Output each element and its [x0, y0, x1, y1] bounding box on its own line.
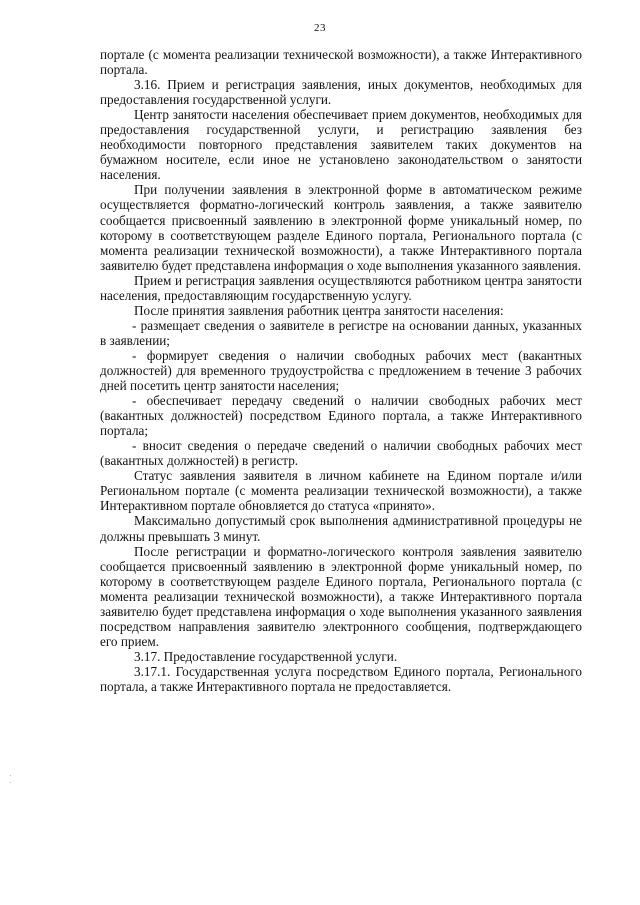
paragraph: Центр занятости населения обеспечивает прием документов, необходимых для предоставления государственной услуги, и регистрацию заявления без необходимости повторного представления заявителем таких документов на бумажном носителе, если иное не установлено законодательством о занятости населения.: [100, 107, 582, 183]
list-item: - размещает сведения о заявителе в регистре на основании данных, указанных в заявлении;: [100, 317, 582, 348]
list-item: - вносит сведения о передаче сведений о наличии свободных рабочих мест (вакантных должностей) в регистр.: [100, 438, 582, 469]
paragraph: Статус заявления заявителя в личном кабинете на Едином портале и/или Региональном портале (с момента реализации технической возможности), а также Интерактивном портале обновляется до статуса «принято».: [100, 468, 582, 514]
section-heading-3-16: 3.16. Прием и регистрация заявления, иных документов, необходимых для предоставления государственной услуги.: [100, 77, 582, 108]
scan-artifact: [10, 775, 11, 776]
section-heading-3-17: 3.17. Предоставление государственной услуги.: [134, 648, 398, 664]
paragraph: При получении заявления в электронной форме в автоматическом режиме осуществляется форматно-логический контроль заявления, а также заявителю сообщается присвоенный заявлению в электронной форме уникальный номер, по которому в соответствующем разделе Единого портала, Регионального портала (с момента реализации технической возможности), а также Интерактивного портала заявителю будет представлена информация о ходе выполнения указанного заявления.: [100, 182, 582, 273]
scan-artifact: [10, 782, 11, 783]
paragraph: Прием и регистрация заявления осуществляются работником центра занятости населения, предоставляющим государственную услугу.: [100, 272, 582, 303]
paragraph: Максимально допустимый срок выполнения административной процедуры не должны превышать 3 минут.: [100, 513, 582, 544]
paragraph: После регистрации и форматно-логического контроля заявления заявителю сообщается присвоенный заявлению в электронной форме уникальный номер, по которому в соответствующем разделе Единого портала, Регионального портала (с момента реализации технической возможности), а также Интерактивного портала заявителю будет представлена информация о ходе выполнения указанного заявления посредством направления заявителю электронного сообщения, подтверждающего его прием.: [100, 543, 582, 649]
document-body: [100, 47, 582, 694]
page-number: 23: [314, 22, 326, 34]
paragraph: После принятия заявления работник центра занятости населения:: [134, 302, 504, 318]
paragraph: 3.17.1. Государственная услуга посредством Единого портала, Регионального портала, а также Интерактивного портала не предоставляется.: [100, 663, 582, 694]
list-item: - обеспечивает передачу сведений о наличии свободных рабочих мест (вакантных должностей) посредством Единого портала, а также Интерактивного портала;: [100, 393, 582, 439]
paragraph-continuation: порталe (с момента реализации технической возможности), а также Интерактивного портала.: [100, 47, 582, 78]
list-item: - формирует сведения о наличии свободных рабочих мест (вакантных должностей) для временного трудоустройства с предложением в течение 3 рабочих дней посетить центр занятости населения;: [100, 347, 582, 394]
